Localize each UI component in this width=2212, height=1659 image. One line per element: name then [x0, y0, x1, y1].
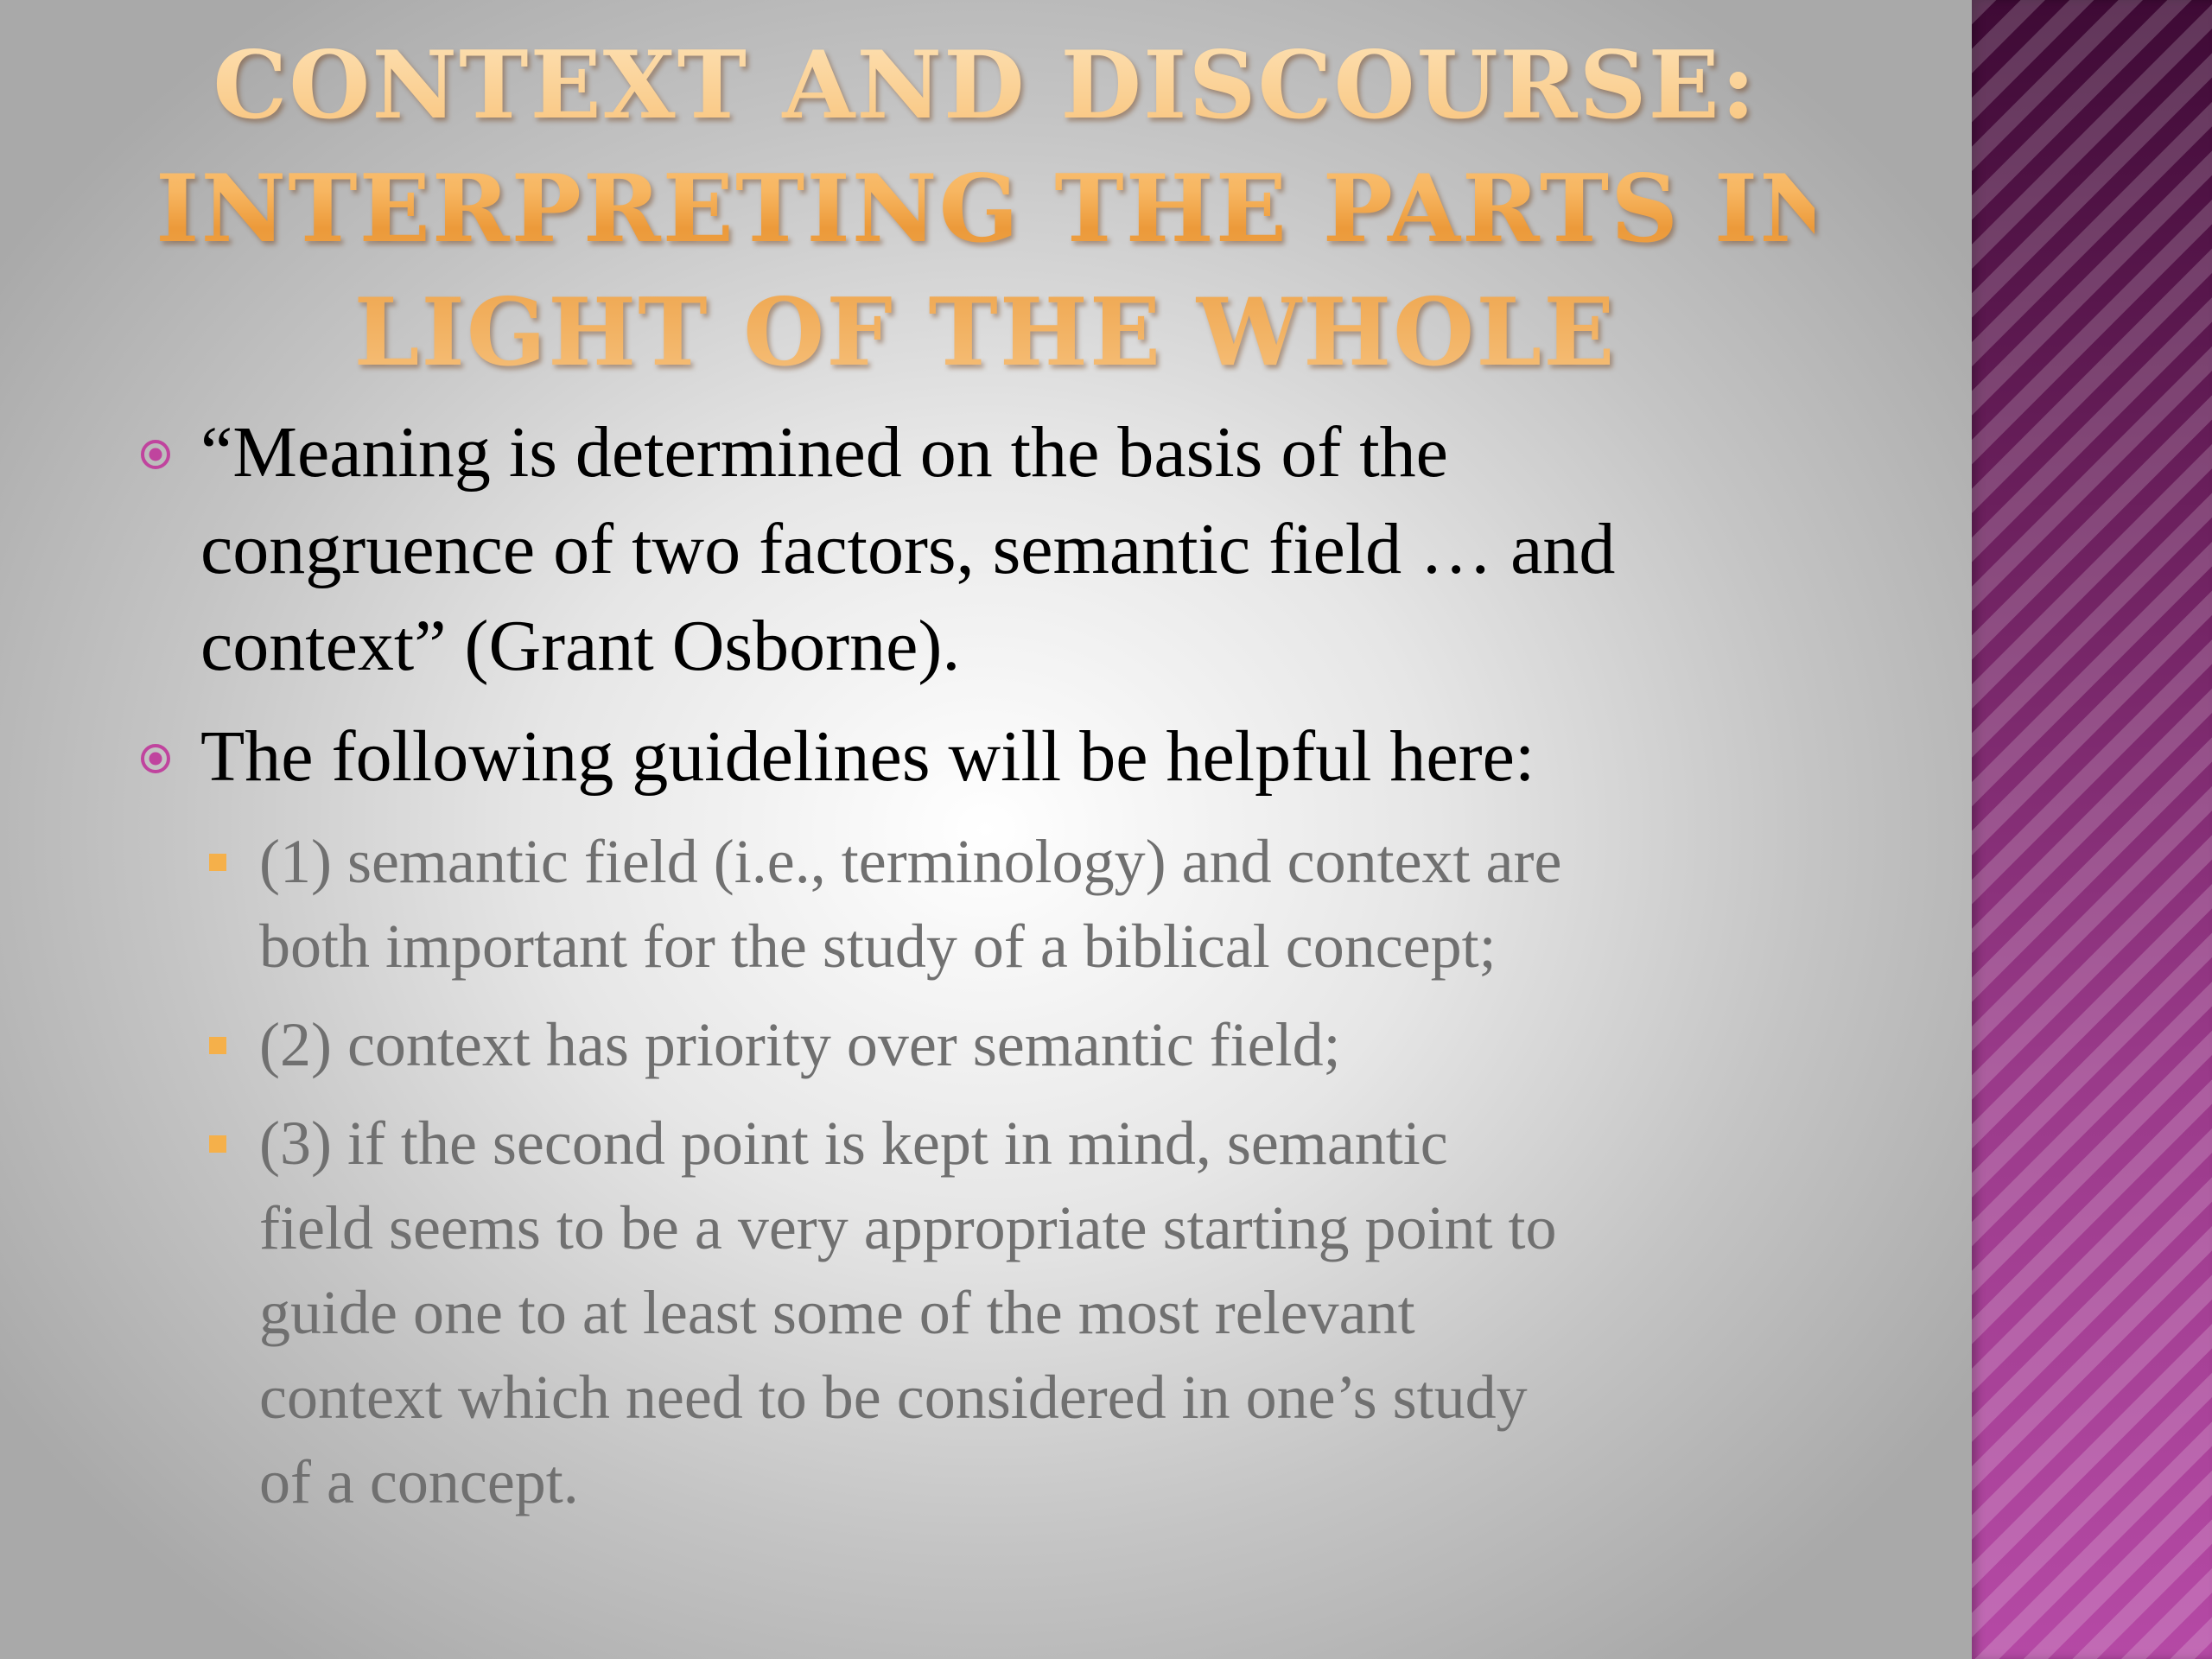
- square-bullet-icon: [209, 854, 226, 871]
- sub-bullet-text-line: (2) context has priority over semantic field;: [259, 1010, 1341, 1079]
- bullet-text: [200, 404, 1866, 695]
- title-line: LIGHT OF THE WHOLE: [353, 278, 1617, 387]
- sub-bullet-text-line: context which need to be considered in one’s study: [259, 1363, 1528, 1432]
- sub-bullet-text-line: (3) if the second point is kept in mind, semantic: [259, 1109, 1448, 1178]
- sub-bullet-text-line: of a concept.: [259, 1447, 579, 1516]
- sub-bullet-item-3: [138, 1101, 1866, 1524]
- circled-dot-bullet-icon: [138, 741, 173, 776]
- sub-bullet-text-line: (1) semantic field (i.e., terminology) and context are: [259, 827, 1562, 896]
- sub-bullet-text-line: field seems to be a very appropriate starting point to: [259, 1193, 1557, 1262]
- sub-bullet-list: [138, 819, 1866, 1524]
- slide-title: [156, 24, 1847, 395]
- side-band-pattern: [1972, 0, 2212, 1659]
- bullet-list: [138, 404, 1866, 1538]
- bullet-text-line: “Meaning is determined on the basis of the: [200, 412, 1448, 493]
- sub-bullet-text-line: guide one to at least some of the most relevant: [259, 1278, 1415, 1347]
- bullet-item-osborne-quote: [138, 404, 1866, 695]
- sub-bullet-text-line: both important for the study of a biblical concept;: [259, 912, 1497, 981]
- sub-bullet-item-1: [138, 819, 1866, 988]
- title-line: CONTEXT AND DISCOURSE:: [213, 31, 1758, 140]
- sub-bullet-item-2: [138, 1002, 1866, 1087]
- bullet-item-guidelines: [138, 709, 1866, 805]
- bullet-text-line: congruence of two factors, semantic field … and: [200, 509, 1616, 589]
- title-line: INTERPRETING THE PARTS IN: [156, 155, 1847, 264]
- square-bullet-icon: [209, 1135, 226, 1153]
- bullet-text: [200, 709, 1866, 805]
- decorative-side-band: [1972, 0, 2212, 1659]
- bullet-text-line: context” (Grant Osborne).: [200, 606, 961, 686]
- circled-dot-bullet-icon: [138, 437, 173, 472]
- bullet-text-line: The following guidelines will be helpful here:: [200, 716, 1535, 797]
- square-bullet-icon: [209, 1037, 226, 1054]
